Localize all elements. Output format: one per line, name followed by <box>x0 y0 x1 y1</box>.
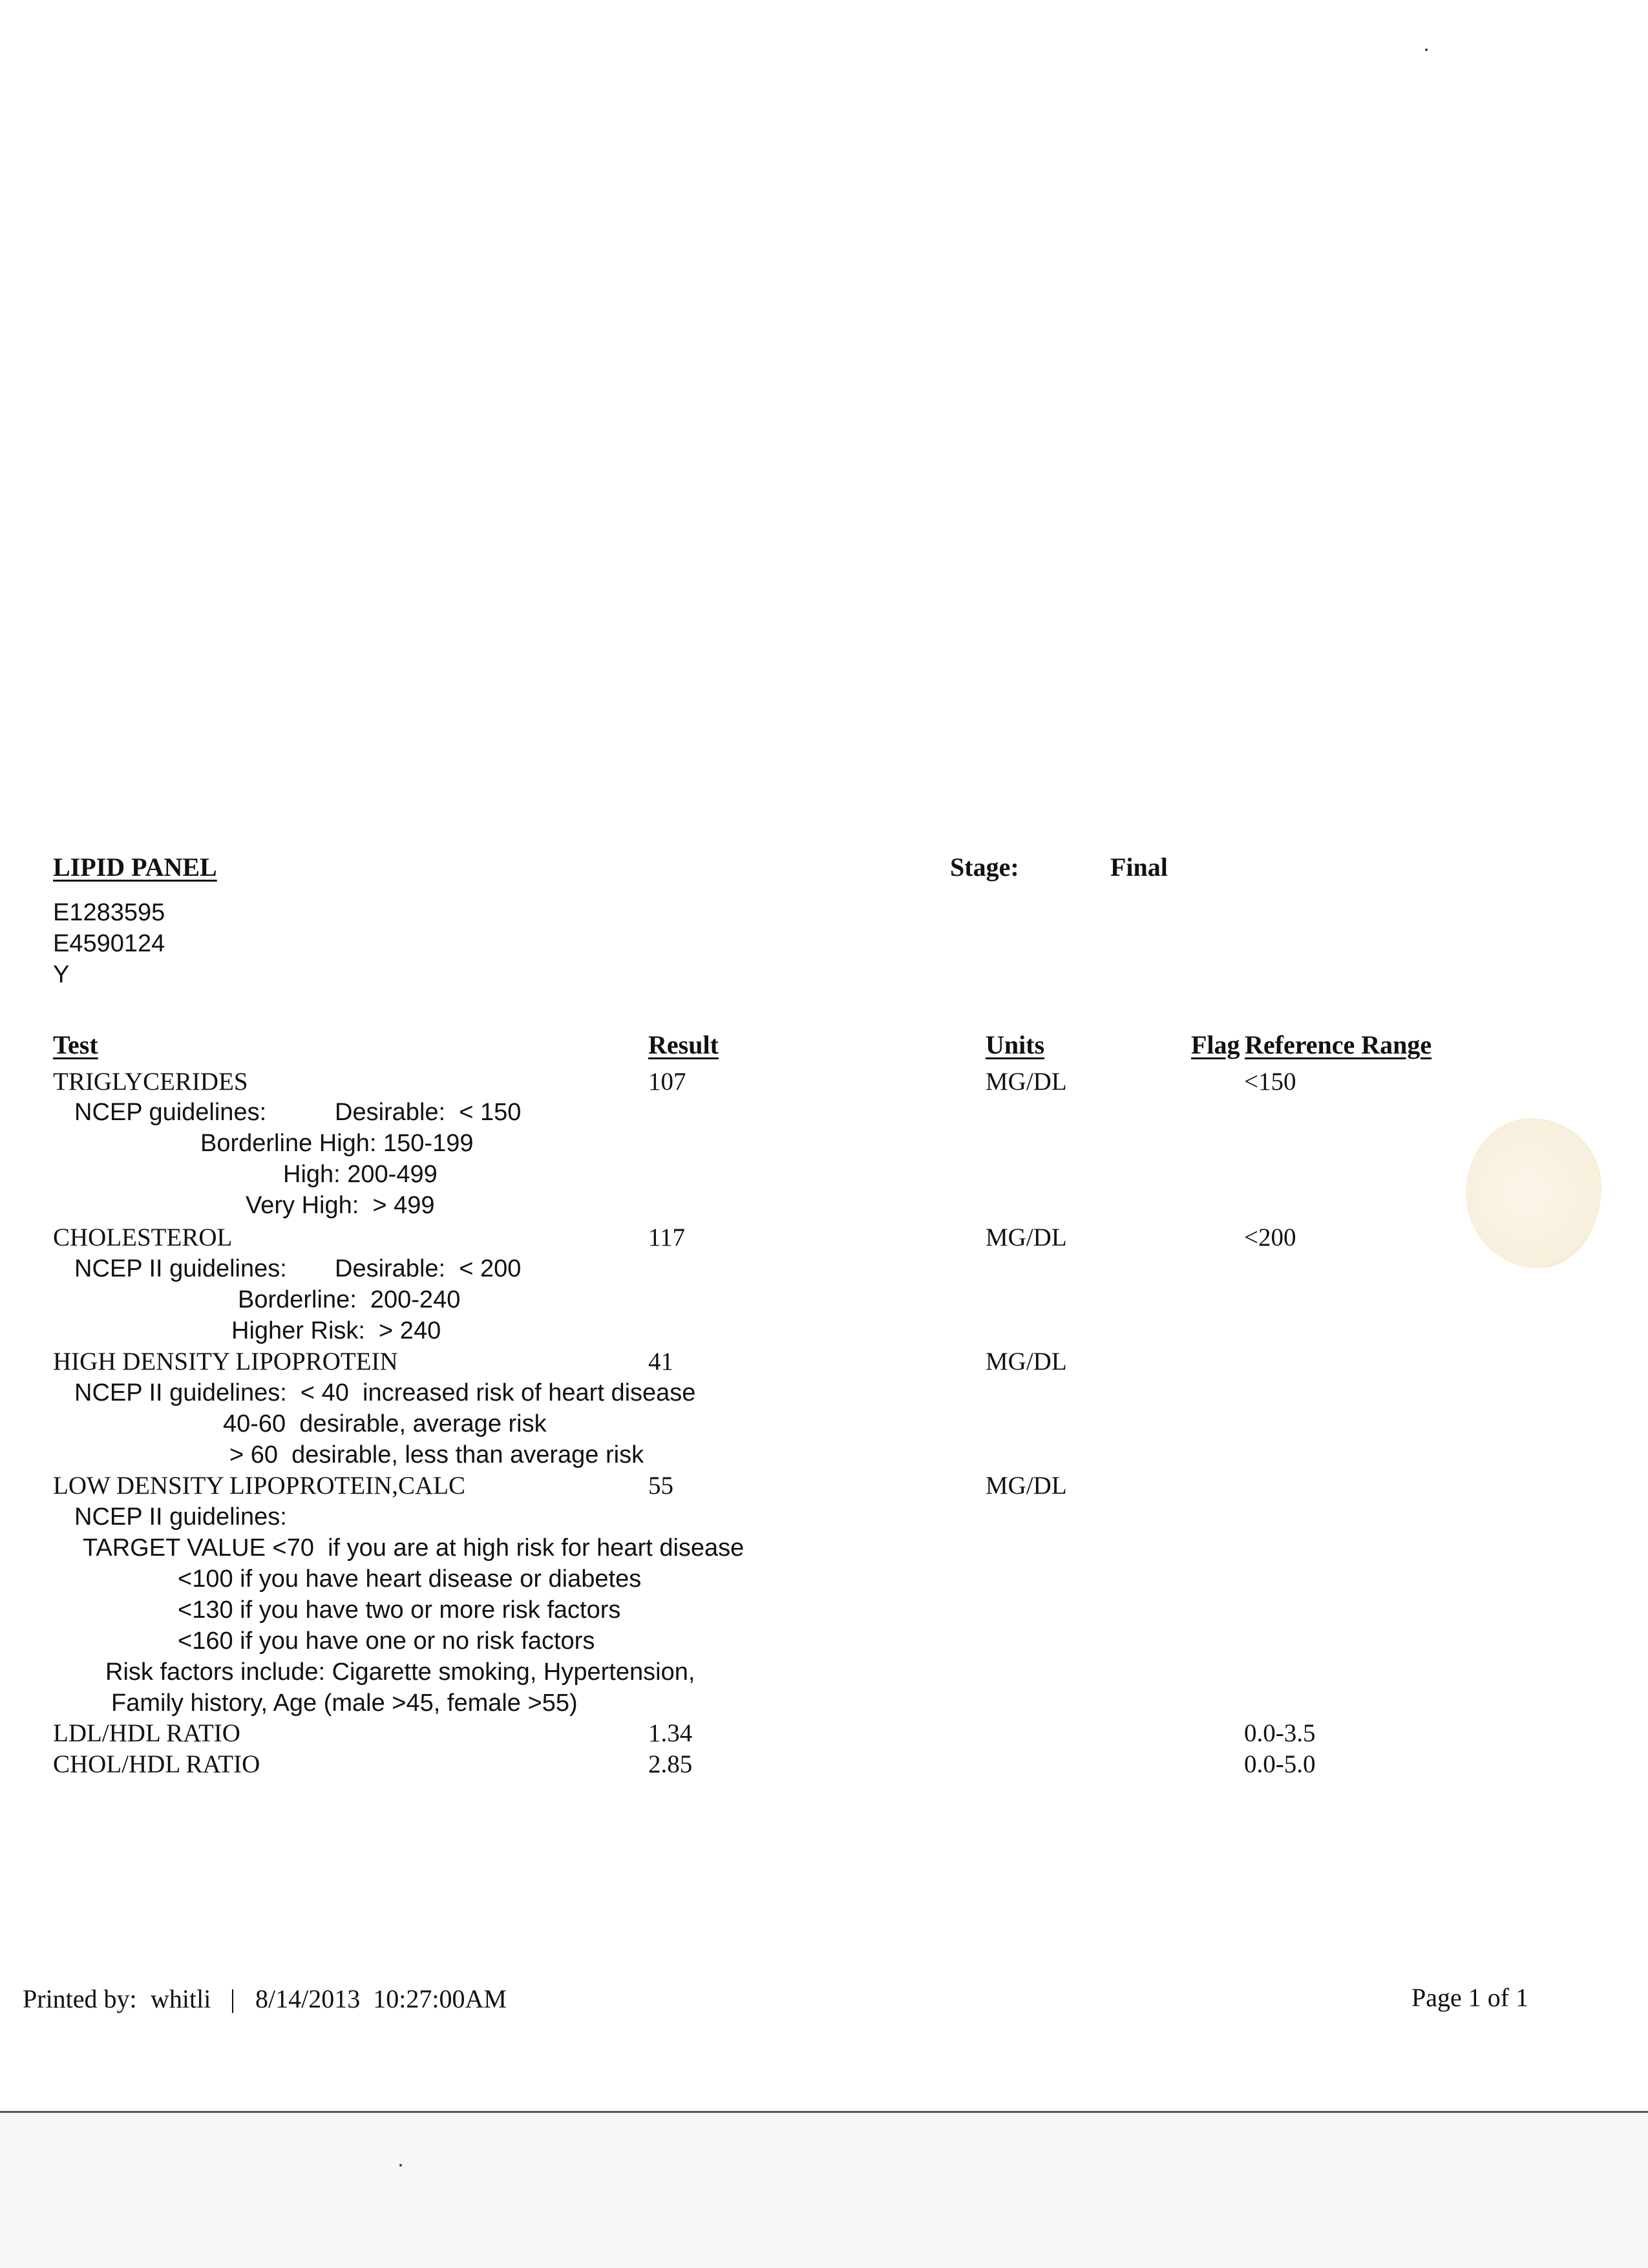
footer-separator: | <box>230 1984 236 2013</box>
guideline-text: Risk factors include: Cigarette smoking, Hypertension, <box>105 1659 695 1686</box>
test-reference: <200 <box>1244 1224 1296 1251</box>
stage-label: Stage: <box>950 853 1019 882</box>
test-units: MG/DL <box>986 1068 1067 1096</box>
test-reference: <150 <box>1244 1068 1296 1096</box>
test-result: 41 <box>648 1348 673 1375</box>
test-result: 117 <box>648 1224 686 1251</box>
guideline-text: <130 if you have two or more risk factors <box>178 1596 621 1624</box>
guideline-text: Desirable: < 150 <box>335 1099 522 1126</box>
stage-value: Final <box>1110 853 1168 882</box>
guideline-text: NCEP II guidelines: <box>74 1503 287 1531</box>
guideline-text: NCEP guidelines: <box>74 1099 267 1126</box>
guideline-text: Borderline High: 150-199 <box>200 1130 474 1157</box>
test-name: HIGH DENSITY LIPOPROTEIN <box>53 1348 398 1375</box>
column-header-reference-range: Reference Range <box>1245 1030 1432 1059</box>
id-line: E1283595 <box>53 899 165 926</box>
scan-speck <box>399 2164 402 2167</box>
test-reference: 0.0-5.0 <box>1244 1750 1316 1778</box>
guideline-text: Higher Risk: > 240 <box>231 1317 441 1344</box>
guideline-text: Very High: > 499 <box>246 1192 435 1219</box>
test-units: MG/DL <box>986 1348 1067 1375</box>
guideline-text: 40-60 desirable, average risk <box>223 1410 547 1437</box>
guideline-text: Family history, Age (male >45, female >55) <box>111 1690 578 1717</box>
scan-edge-line <box>0 2111 1648 2113</box>
guideline-text: Desirable: < 200 <box>335 1255 522 1282</box>
test-units: MG/DL <box>986 1224 1067 1251</box>
test-reference: 0.0-3.5 <box>1244 1719 1316 1747</box>
column-header-flag: Flag <box>1191 1030 1240 1059</box>
guideline-text: <160 if you have one or no risk factors <box>178 1627 595 1655</box>
printed-by-label: Printed by: <box>23 1984 137 2013</box>
guideline-text: Borderline: 200-240 <box>238 1286 461 1313</box>
column-header-units: Units <box>986 1030 1045 1059</box>
id-line: E4590124 <box>53 930 165 957</box>
page-number: Page 1 of 1 <box>1411 1983 1529 2012</box>
printed-datetime: 8/14/2013 10:27:00AM <box>255 1984 507 2013</box>
test-name: LDL/HDL RATIO <box>53 1719 240 1747</box>
guideline-text: <100 if you have heart disease or diabetes <box>178 1565 642 1593</box>
column-header-result: Result <box>648 1030 719 1059</box>
test-result: 2.85 <box>648 1750 693 1778</box>
guideline-text: High: 200-499 <box>283 1161 438 1188</box>
guideline-text: NCEP II guidelines: <box>74 1255 287 1282</box>
scan-bottom-margin <box>0 2113 1648 2268</box>
test-name: CHOLESTEROL <box>53 1224 233 1251</box>
test-result: 1.34 <box>648 1719 693 1747</box>
id-line: Y <box>53 961 70 988</box>
coffee-stain <box>1466 1118 1601 1268</box>
test-result: 55 <box>648 1472 673 1500</box>
column-header-test: Test <box>53 1030 98 1059</box>
test-name: LOW DENSITY LIPOPROTEIN,CALC <box>53 1472 466 1500</box>
test-units: MG/DL <box>986 1472 1067 1500</box>
test-name: CHOL/HDL RATIO <box>53 1750 260 1778</box>
guideline-text: TARGET VALUE <70 if you are at high risk for heart disease <box>83 1534 745 1562</box>
guideline-text: NCEP II guidelines: < 40 increased risk of heart disease <box>74 1379 696 1406</box>
scan-speck <box>1425 48 1428 51</box>
guideline-text: > 60 desirable, less than average risk <box>229 1441 644 1468</box>
test-name: TRIGLYCERIDES <box>53 1068 248 1096</box>
test-result: 107 <box>648 1068 686 1096</box>
printed-by-user: whitli <box>151 1984 211 2013</box>
panel-title: LIPID PANEL <box>53 853 217 882</box>
